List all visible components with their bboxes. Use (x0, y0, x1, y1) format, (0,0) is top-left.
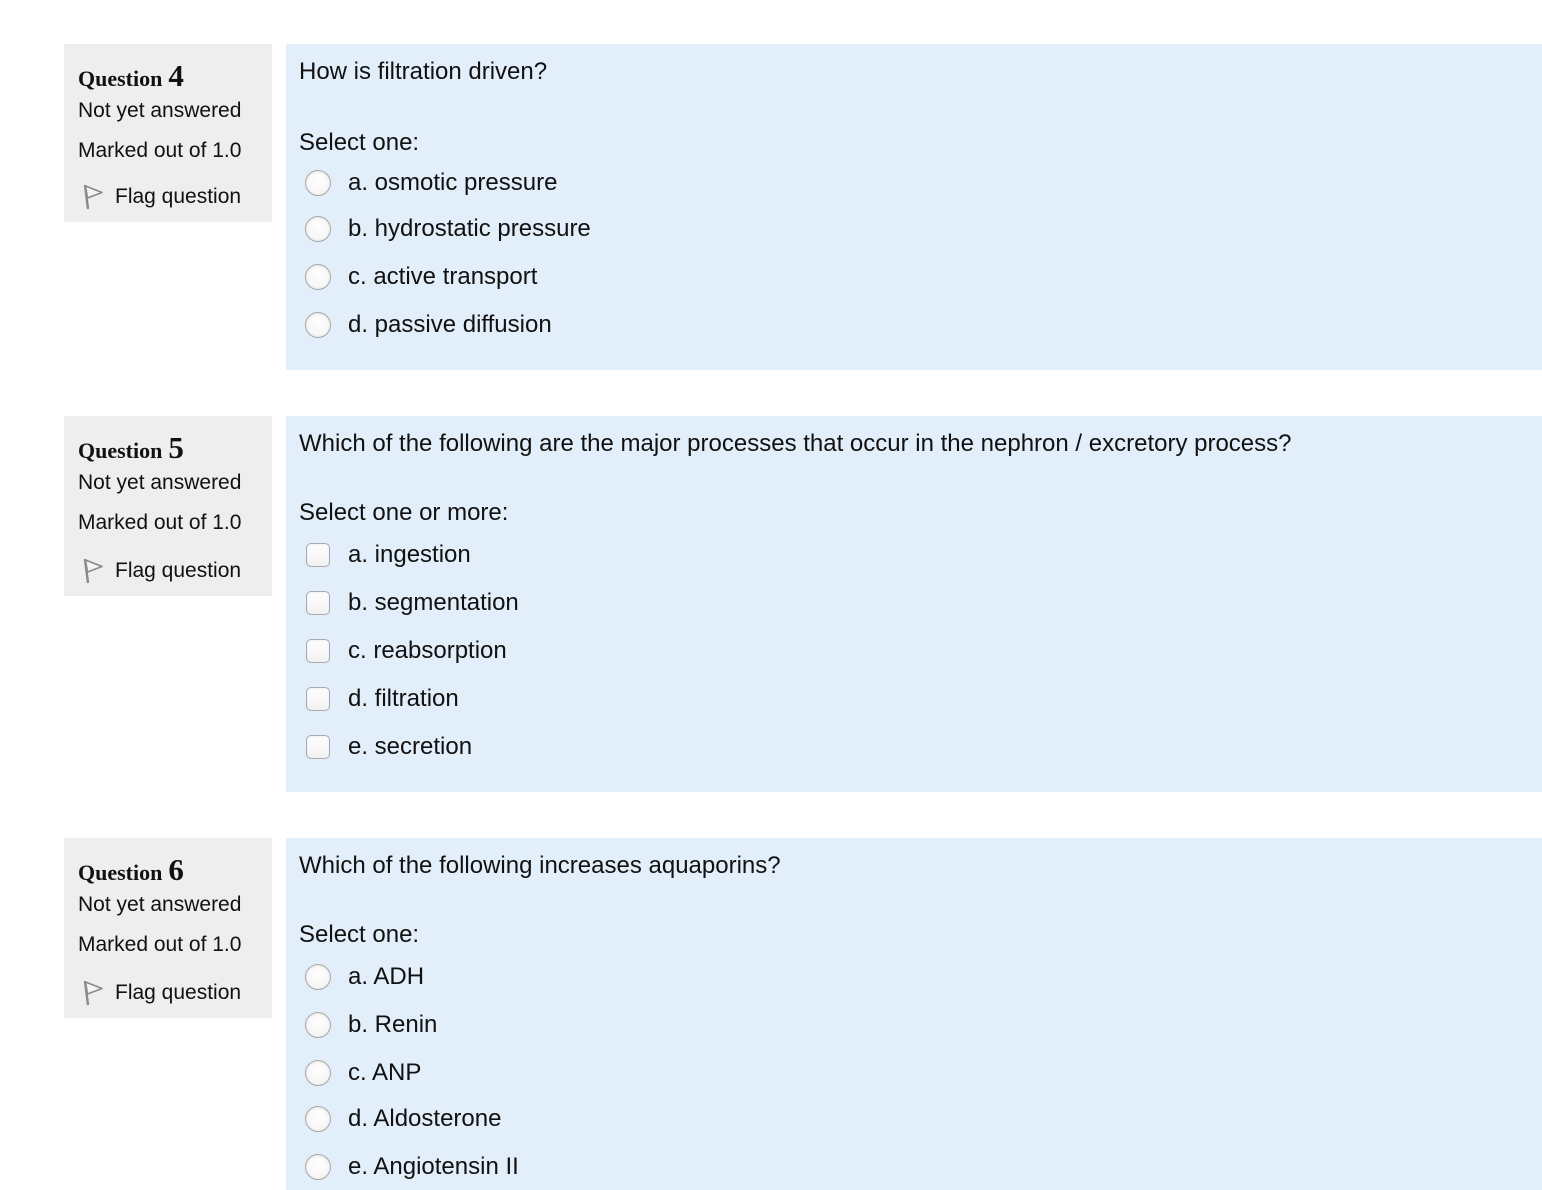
radio-button[interactable] (305, 964, 331, 990)
radio-button[interactable] (305, 312, 331, 338)
answer-option[interactable] (305, 1149, 519, 1185)
question-content-panel (286, 838, 1542, 1190)
checkbox[interactable] (306, 687, 330, 711)
question-state: Not yet answered (78, 471, 242, 494)
flag-icon (78, 557, 104, 585)
question-state: Not yet answered (78, 893, 242, 916)
question-info-panel (64, 416, 272, 596)
answer-option-label: d. Aldosterone (348, 1105, 502, 1132)
answer-option-label: d. filtration (348, 685, 459, 712)
answer-option[interactable] (305, 959, 424, 995)
answer-option[interactable] (305, 307, 552, 343)
radio-button[interactable] (305, 1060, 331, 1086)
answer-option-label: b. Renin (348, 1011, 438, 1038)
answer-prompt: Select one or more: (299, 499, 509, 526)
question-6 (0, 838, 1542, 1190)
checkbox[interactable] (306, 639, 330, 663)
flag-question-label: Flag question (115, 185, 242, 208)
checkbox[interactable] (306, 735, 330, 759)
question-text: Which of the following increases aquaporins? (299, 852, 781, 879)
answer-option[interactable] (305, 1007, 437, 1043)
answer-option-label: c. active transport (348, 263, 538, 290)
flag-question-label: Flag question (115, 559, 242, 582)
answer-option-label: d. passive diffusion (348, 311, 552, 338)
answer-option-label: a. osmotic pressure (348, 169, 558, 196)
answer-option-label: a. ingestion (348, 541, 471, 568)
answer-option[interactable] (305, 633, 507, 669)
answer-option[interactable] (305, 1055, 421, 1091)
question-grade: Marked out of 1.0 (78, 933, 242, 956)
flag-icon (78, 183, 104, 211)
answer-option-label: b. segmentation (348, 589, 519, 616)
question-number-value: 6 (168, 852, 184, 887)
answer-option[interactable] (305, 1101, 501, 1137)
question-text: Which of the following are the major processes that occur in the nephron / excretory process? (299, 430, 1292, 457)
radio-button[interactable] (305, 170, 331, 196)
question-number (78, 852, 184, 888)
question-state: Not yet answered (78, 99, 242, 122)
radio-button[interactable] (305, 216, 331, 242)
radio-button[interactable] (305, 1154, 331, 1180)
answer-option[interactable] (305, 585, 519, 621)
answer-prompt: Select one: (299, 921, 420, 948)
answer-option[interactable] (305, 729, 472, 765)
answer-prompt: Select one: (299, 129, 420, 156)
answer-option-label: b. hydrostatic pressure (348, 215, 591, 242)
question-content-panel (286, 416, 1542, 792)
question-number-value: 4 (168, 58, 184, 93)
question-info-panel (64, 44, 272, 222)
question-label: Question (78, 66, 163, 91)
question-4 (0, 44, 1542, 370)
question-text: How is filtration driven? (299, 58, 548, 85)
radio-button[interactable] (305, 1106, 331, 1132)
answer-option[interactable] (305, 537, 471, 573)
flag-question-label: Flag question (115, 981, 242, 1004)
flag-question-link[interactable] (78, 976, 241, 1010)
answer-option-label: e. Angiotensin II (348, 1153, 519, 1180)
question-info-panel (64, 838, 272, 1018)
question-number (78, 58, 184, 94)
answer-option-label: e. secretion (348, 733, 473, 760)
answer-option[interactable] (305, 681, 459, 717)
radio-button[interactable] (305, 1012, 331, 1038)
question-5 (0, 416, 1542, 792)
question-grade: Marked out of 1.0 (78, 139, 242, 162)
checkbox[interactable] (306, 543, 330, 567)
question-content-panel (286, 44, 1542, 370)
question-label: Question (78, 860, 163, 885)
question-label: Question (78, 438, 163, 463)
answer-option[interactable] (305, 211, 591, 247)
answer-option-label: c. reabsorption (348, 637, 507, 664)
answer-option[interactable] (305, 165, 557, 201)
answer-option-label: a. ADH (348, 963, 425, 990)
flag-question-link[interactable] (78, 180, 241, 214)
answer-option[interactable] (305, 259, 537, 295)
flag-question-link[interactable] (78, 554, 241, 588)
answer-option-label: c. ANP (348, 1059, 422, 1086)
radio-button[interactable] (305, 264, 331, 290)
question-number-value: 5 (168, 430, 184, 465)
question-number (78, 430, 184, 466)
question-grade: Marked out of 1.0 (78, 511, 242, 534)
flag-icon (78, 979, 104, 1007)
checkbox[interactable] (306, 591, 330, 615)
